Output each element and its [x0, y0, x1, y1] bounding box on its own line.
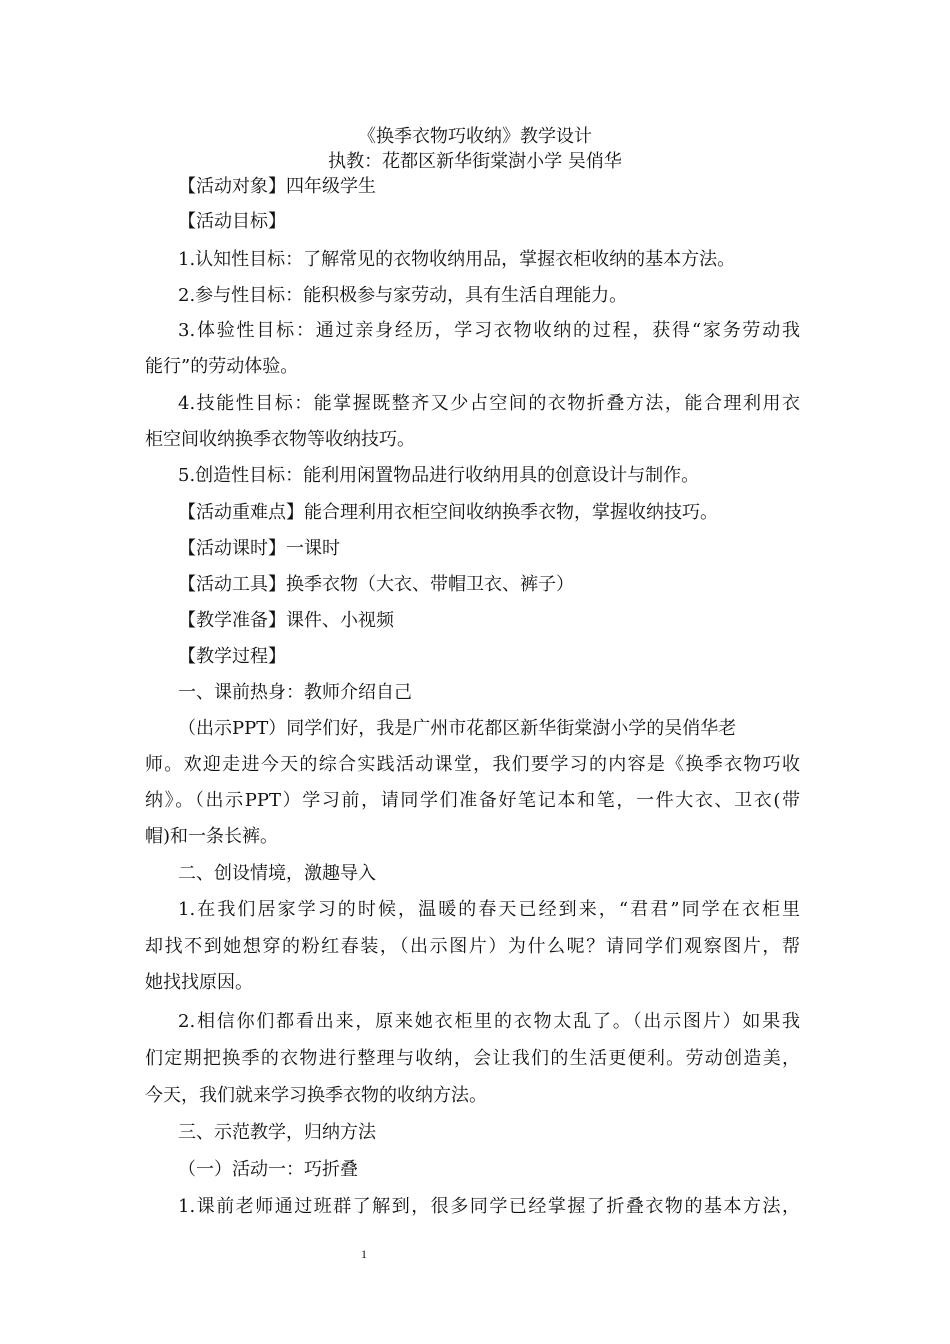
text-line: 纳》。（出示PPT）学习前，请同学们准备好笔记本和笔，一件大衣、卫衣(带 — [145, 790, 800, 811]
text-line: 5.创造性目标：能利用闲置物品进行收纳用具的创意设计与制作。 — [178, 465, 700, 486]
text-line: （出示PPT）同学们好，我是广州市花都区新华街棠澍小学的吴俏华老 — [178, 718, 737, 739]
section-heading: 三、示范教学，归纳方法 — [178, 1122, 376, 1143]
text-line: 【活动目标】 — [178, 211, 286, 232]
text-line: 们定期把换季的衣物进行整理与收纳，会让我们的生活更便利。劳动创造美， — [145, 1048, 800, 1069]
text-line: 1.课前老师通过班群了解到，很多同学已经掌握了折叠衣物的基本方法， — [178, 1196, 800, 1217]
document-author: 执教：花都区新华街棠澍小学 吴俏华 — [328, 151, 622, 172]
text-line: 1.认知性目标：了解常见的衣物收纳用品，掌握衣柜收纳的基本方法。 — [178, 249, 736, 270]
text-line: 3.体验性目标：通过亲身经历，学习衣物收纳的过程，获得“家务劳动我 — [178, 320, 800, 341]
text-line: 今天，我们就来学习换季衣物的收纳方法。 — [145, 1085, 487, 1106]
section-heading: 二、创设情境，激趣导入 — [178, 863, 376, 884]
document-title: 《换季衣物巧收纳》教学设计 — [358, 126, 592, 147]
text-line: 师。欢迎走进今天的综合实践活动课堂，我们要学习的内容是《换季衣物巧收 — [145, 754, 800, 775]
subsection-heading: （一）活动一：巧折叠 — [178, 1159, 358, 1180]
text-line: 她找找原因。 — [145, 972, 253, 993]
section-heading: 一、课前热身：教师介绍自己 — [178, 682, 412, 703]
text-line: 能行”的劳动体验。 — [145, 356, 299, 377]
text-line: 柜空间收纳换季衣物等收纳技巧。 — [145, 429, 415, 450]
text-line: 【教学准备】课件、小视频 — [178, 610, 394, 631]
text-line: 【活动课时】一课时 — [178, 538, 340, 559]
text-line: 2.相信你们都看出来，原来她衣柜里的衣物太乱了。（出示图片）如果我 — [178, 1011, 800, 1032]
text-line: 却找不到她想穿的粉红春装，（出示图片）为什么呢？请同学们观察图片，帮 — [145, 936, 800, 957]
page-number: 1 — [361, 1247, 367, 1261]
text-line: 2.参与性目标：能积极参与家劳动，具有生活自理能力。 — [178, 285, 628, 306]
text-line: 【活动对象】四年级学生 — [178, 176, 376, 197]
text-line: 帽)和一条长裤。 — [145, 826, 279, 847]
text-line: 【教学过程】 — [178, 646, 286, 667]
text-line: 【活动工具】换季衣物（大衣、带帽卫衣、裤子） — [178, 574, 574, 595]
text-line: 1.在我们居家学习的时候，温暖的春天已经到来，“君君”同学在衣柜里 — [178, 899, 800, 920]
text-line: 【活动重难点】能合理利用衣柜空间收纳换季衣物，掌握收纳技巧。 — [178, 502, 718, 523]
text-line: 4.技能性目标：能掌握既整齐又少占空间的衣物折叠方法，能合理利用衣 — [178, 393, 800, 414]
